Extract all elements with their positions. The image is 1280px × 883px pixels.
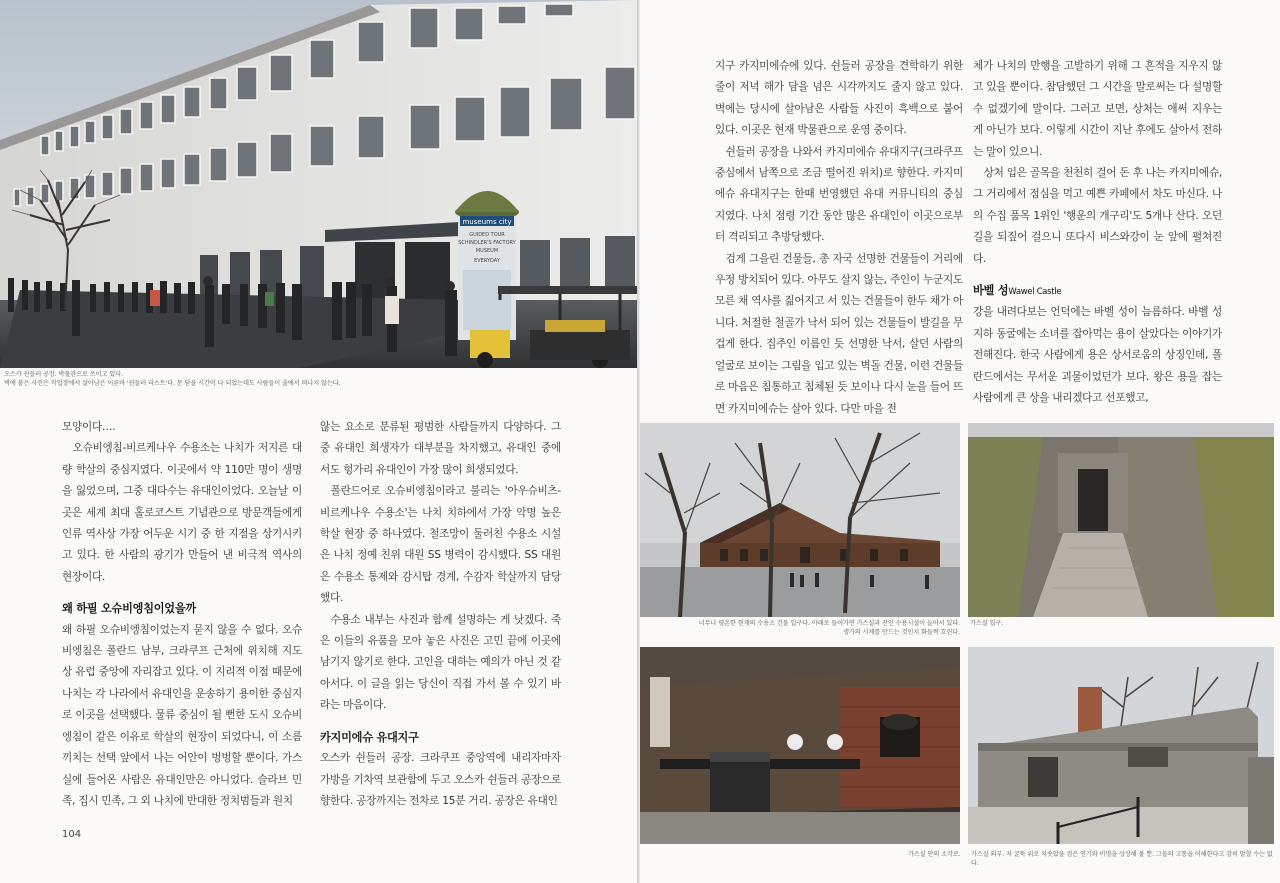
camp-caption-line1: 너무나 평온한 현재의 수용소 건물 입구다. 아래로 들어가면 가스실과 잔인 수용시설이 늘어서 있다. bbox=[698, 620, 960, 627]
gas-outside-caption: 가스실 외부. 저 굴뚝 위로 치솟았을 검은 연기와 비명을 상상해 볼 뿐. 그들의 고통을 이해한다고 감히 말할 수는 없다. bbox=[971, 851, 1273, 867]
page-number: 104 bbox=[62, 829, 82, 840]
paragraph: 왜 하필 오슈비엥침이었는지 묻지 않을 수 없다. 오슈비엥침은 폴란드 남부, 크라쿠프 근처에 위치해 지도상 유럽 중앙에 자리잡고 있다. 이 지리적 이점 때문에 나치는 각 나라에서 유대인을 운송하기 용이한 중심지로 이곳을 선택했다. 물류 중심이 될 뻔한 도시 오슈비엥침이 같은 이유로 학살의 현장이 되었다니, 이 소름끼치는 선택 앞에서 나는 어안이 벙벙할 뿐이다. 가스실에 들어온 사람은 유대인만은 아니었다. 슬라브 민족, 집시 민족, 그 외 나치에 반대한 정치범들과 원치 bbox=[62, 623, 302, 807]
right-column-1 bbox=[715, 56, 963, 420]
paragraph: 지구 카지미에슈에 있다. 쉰들러 공장을 견학하기 위한 줄이 저녁 해가 담을 넘은 시각까지도 줄지 않고 있다. 벽에는 당시에 살아남은 사람들 사진이 흑백으로 붙어 있다. 이곳은 현재 박물관으로 운영 중이다. bbox=[715, 60, 963, 137]
factory-caption-line2: 벽에 붙은 사진은 작업장에서 살아남은 이른바 '쉰들러 리스트'다. 문 닫을 시간이 다 되었는데도 사람들이 줄에서 떠나지 않는다. bbox=[4, 380, 341, 387]
right-page bbox=[640, 0, 1280, 883]
sign-line1: GUIDED TOUR bbox=[469, 232, 505, 238]
paragraph: 폴란드어로 오슈비엥침이라고 불리는 '아우슈비츠-비르케나우 수용소'는 나치 치하에서 가장 악명 높은 학살 현장 중 하나였다. 철조망이 둘러친 수용소 시설은 나치 정예 친위 대원 SS 병력이 감시했다. SS 대원은 수용소 통제와 감시탑 경계, 수감자 학살까지 담당했다. bbox=[320, 485, 561, 605]
factory-photo bbox=[0, 0, 638, 368]
left-column-1 bbox=[62, 417, 302, 812]
gas-entrance-caption: 가스실 입구. bbox=[970, 620, 1004, 627]
paragraph: 검게 그을린 건물들, 총 자국 선명한 건물들이 거리에 우정 방치되어 있다. 아무도 살지 않는, 주인이 누군지도 모른 채 역사를 짊어지고 서 있는 건물들이 한두 채가 아니다. 처절한 철골가 낙서 되어 있는 건물들이 발길을 무겁게 한다. 집주인 이름인 듯 선명한 낙서, 살던 사람의 얼굴로 보이는 그림을 입고 있는 벽돌 건물, 이런 건물들로 마음은 침통하고 침체된 듯 보이나 다시 눈을 들어 뜨면 카지미에슈는 살아 있다. 다만 마을 전 bbox=[715, 252, 963, 415]
gas-outside-photo bbox=[968, 647, 1274, 844]
sign-line3: MUSEUM bbox=[475, 248, 499, 254]
paragraph: 오슈비엥침-비르케나우 수용소는 나치가 저지른 대량 학살의 중심지였다. 이곳에서 약 110만 명이 생명을 잃었으며, 그중 대다수는 유대인이었다. 오늘날 이곳은 세계 최대 홀로코스트 기념관으로 방문객들에게 인류 역사상 가장 어두운 시기 중 한 지점을 상기시키고 있다. 한 사람의 광기가 만들어 낸 비극적 역사의 현장이다. bbox=[62, 442, 302, 583]
paragraph: 오스카 쉰들러 공장. 크라쿠프 중앙역에 내리자마자 가방을 기차역 보관함에 두고 오스카 쉰들러 공장으로 향한다. 공장까지는 전차로 15분 거리. 공장은 유대인 bbox=[320, 752, 561, 807]
heading-en: Wawel Castle bbox=[1008, 286, 1062, 297]
right-column-2 bbox=[973, 56, 1222, 410]
paragraph: 강을 내려다보는 언덕에는 바벨 성이 늠름하다. 바벨 성 지하 동굴에는 소녀를 잡아먹는 용이 살았다는 이야기가 전해진다. 한국 사람에게 용은 상서로움의 상징인데, 폴란드에서는 무서운 괴물이었던가 보다. 왕은 용을 잡는 사람에게 큰 상을 내리겠다고 선포했고, bbox=[973, 306, 1222, 405]
crematorium-caption: 가스실 안의 소각로. bbox=[908, 851, 961, 858]
heading-ko: 바벨 성 bbox=[973, 284, 1009, 298]
section-heading-wawel bbox=[973, 280, 1222, 302]
sign-line4: EVERYDAY bbox=[474, 258, 500, 264]
sign-line2: SCHINDLER'S FACTORY bbox=[458, 240, 516, 246]
paragraph: 쉰들러 공장을 나와서 카지미에슈 유대지구(크라쿠프 중심에서 남쪽으로 조금 떨어진 위치)로 향한다. 카지미에슈 유대지구는 한때 번영했던 유대 커뮤니티의 중심지였다. 나치 점령 기간 동안 많은 유대인이 이곳으로부터 격리되고 추방당했다. bbox=[715, 145, 963, 244]
crematorium-photo bbox=[640, 647, 960, 844]
paragraph: 수용소 내부는 사진과 함께 설명하는 게 낫겠다. 죽은 이들의 유품을 모아 놓은 사진은 고민 끝에 이곳에 남기지 않기로 한다. 고인을 대하는 예의가 아닌 것 같아서다. 이 글을 읽는 당신이 직접 가서 볼 수 있기 바라는 마음이다. bbox=[320, 613, 561, 712]
factory-caption-line1: 오스카 쉰들러 공장. 박물관으로 쓰이고 있다. bbox=[4, 371, 123, 378]
camp-caption-line2: 생가의 시체를 만드는 것인지 화들짝 흐린다. bbox=[843, 629, 960, 636]
sign-logo: museums city bbox=[462, 218, 512, 226]
factory-caption bbox=[4, 370, 634, 388]
paragraph: 체가 나치의 만행을 고발하기 위해 그 흔적을 지우지 않고 있을 뿐이다. 참담했던 그 시간을 말로써는 다 설명할 수 없겠기에 말이다. 그러고 보면, 상처는 애써 지우는 게 아닌가 보다. 이렇게 시간이 지난 후에도 살아서 전하는 말이 있으니. bbox=[973, 60, 1222, 158]
paragraph: 상처 입은 골목을 천천히 걸어 돈 후 나는 카지미에슈, 그 거리에서 점심을 먹고 예쁜 카페에서 차도 마신다. 나의 수집 품목 1위인 '행운의 개구리'도 5개나 산다. 오던 길을 되짚어 걸으니 또다시 비스와강이 눈 앞에 펼쳐진다. bbox=[973, 167, 1222, 265]
paragraph: 않는 요소로 분류된 평범한 사람들까지 다양하다. 그중 유대인 희생자가 대부분을 차지했고, 유대인 중에서도 헝가리 유대인이 가장 많이 희생되었다. bbox=[320, 421, 561, 476]
section-heading-why: 왜 하필 오슈비엥침이었을까 bbox=[62, 602, 196, 616]
left-page bbox=[0, 0, 638, 883]
camp-caption bbox=[640, 619, 960, 637]
left-column-2 bbox=[320, 417, 561, 812]
paragraph: 모양이다…. bbox=[62, 421, 116, 433]
gas-entrance-photo bbox=[968, 423, 1274, 617]
camp-photo bbox=[640, 423, 960, 617]
section-heading-kazimierz: 카지미에슈 유대지구 bbox=[320, 730, 419, 744]
